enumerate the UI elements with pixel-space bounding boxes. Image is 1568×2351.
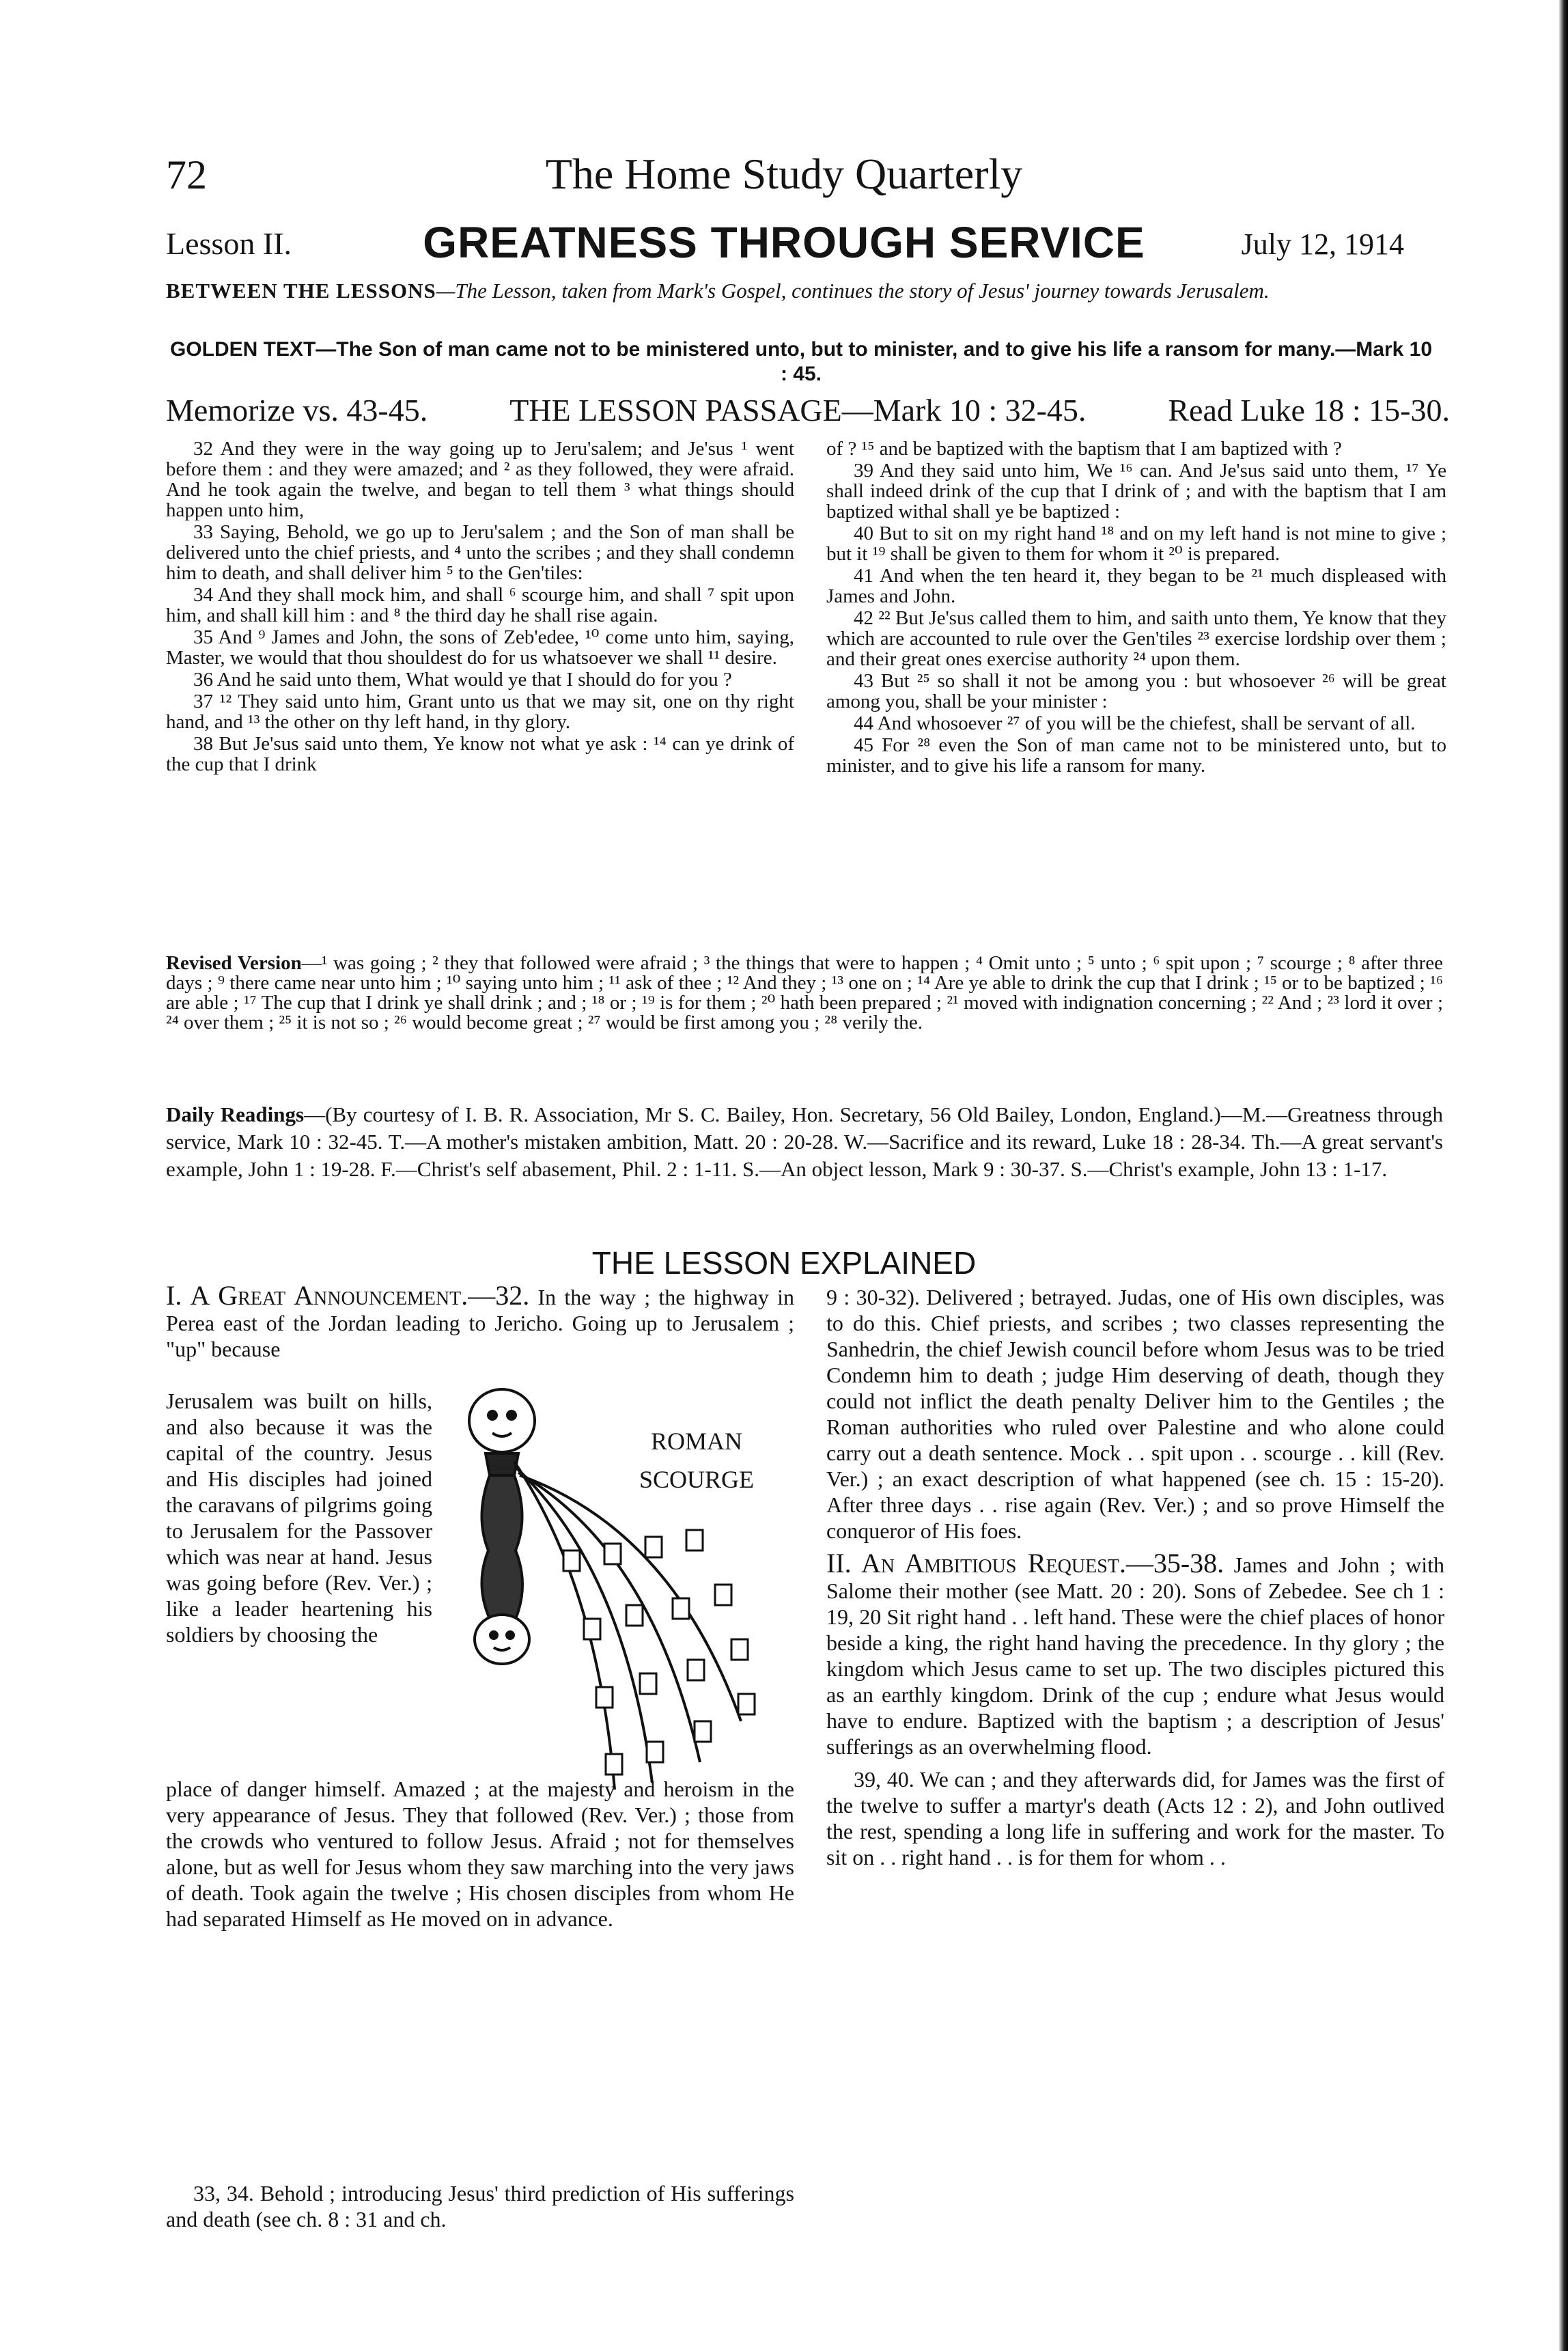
scourge-thong-4 (520, 1475, 741, 1721)
lesson-date: July 12, 1914 (1241, 227, 1404, 261)
section-1-verses-33-34-text: 33, 34. Behold ; introducing Jesus' third prediction of His sufferings and death (see ch. 8 : 31 and ch. (166, 2181, 794, 2231)
lesson-title: GREATNESS THROUGH SERVICE (423, 218, 1145, 267)
read-reference: Read Luke 18 : 15-30. (1168, 393, 1450, 428)
scourge-head-ornament (469, 1389, 535, 1452)
section-1-title: I. A Great Announcement.—32. (166, 1280, 530, 1311)
section-1-rest-text (166, 1776, 794, 2176)
golden-text: GOLDEN TEXT—The Son of man came not to be ministered unto, but to minister, and to give his life a ransom for many.—Mark 10 : 45. (169, 338, 1433, 385)
illustration-caption (628, 1422, 765, 1499)
section-1-wrap-text: Jerusalem was built on hills, and also because it was the capital of the country. Jesus and His disciples had joined the caravans of pilgrims going to Jerusalem for the Passover which was near at hand. Jesus was going before (Rev. Ver.) ; like a leader heartening his soldiers by choosing the (166, 1389, 432, 1647)
verse-38-cont: of ? ¹⁵ and be baptized with the baptism that I am baptized with ? (826, 438, 1342, 460)
memorize-verses: Memorize vs. 43-45. (166, 393, 428, 428)
between-lessons-label: BETWEEN THE LESSONS (166, 279, 436, 303)
between-lessons-text: —The Lesson, taken from Mark's Gospel, continues the story of Jesus' journey towards Jerusalem. (436, 279, 1270, 303)
revised-version-text: —¹ was going ; ² they that followed were afraid ; ³ the things that were to happen ; ⁴ Omit unto ; ⁵ unto ; ⁶ spit upon ; ⁷ scourge ; ⁸ after three days ; ⁹ there came near unto him ; ¹⁰ saying unto him ; ¹¹ ask of thee ; ¹² And they ; ¹³ one on ; ¹⁴ Are ye able to drink the cup that I drink ; ¹⁵ or to be baptized ; ¹⁶ are able ; ¹⁷ The cup that I drink ye shall drink ; and ; ¹⁸ or ; ¹⁹ is for them ; ²⁰ hath been prepared ; ²¹ moved with indignation concerning ; ²² And ; ²³ lord it over ; ²⁴ over them ; ²⁵ it is not so ; ²⁶ would become great ; ²⁷ would be first among you ; ²⁸ verily the. (166, 952, 1443, 1033)
verse-35: 35 And ⁹ James and John, the sons of Zeb'edee, ¹⁰ come unto him, saying, Master, we would that thou shouldest do for us whatsoever we shall ¹¹ desire. (166, 626, 794, 669)
verse-45: 45 For ²⁸ even the Son of man came not to be ministered unto, but to minister, and to give his life a ransom for many. (826, 734, 1446, 777)
scourge-pommel (475, 1615, 529, 1664)
verse-42: 42 ²² But Je'sus called them to him, and saith unto them, Ye know that they which are accounted to rule over the Gen'tiles ²³ exercise lordship over them ; and their great ones exercise authority ²⁴ upon them. (826, 607, 1446, 670)
daily-readings-text: —(By courtesy of I. B. R. Association, Mr S. C. Bailey, Hon. Secretary, 56 Old Bailey, London, England.)—M.—Greatness through service, Mark 10 : 32-45. T.—A mother's mistaken ambition, Matt. 20 : 20-28. W.—Sacrifice and its reward, Luke 18 : 28-34. Th.—A great servant's example, John 1 : 19-28. F.—Christ's self abasement, Phil. 2 : 1-11. S.—An object lesson, Mark 9 : 30-37. S.—Christ's example, John 13 : 1-17. (166, 1102, 1444, 1181)
section-1-right-text: 9 : 30-32). Delivered ; betrayed. Judas, one of His own disciples, was to do this. Chief priests, and scribes ; two classes representing the Sanhedrin, the chief Jewish council before whom Jesus was to be tried Condemn him to death ; judge Him deserving of death, though they could not inflict the death penalty Deliver him to the Gentiles ; the Roman authorities who ruled over Palestine and who alone could carry out a death sentence. Mock . . spit upon . . scourge . . kill (Rev. Ver.) ; an exact description of what happened (see ch. 15 : 15-20). After three days . . rise again (Rev. Ver.) ; and so prove Himself the conqueror of His foes. (826, 1285, 1444, 1543)
lesson-passage-title: THE LESSON PASSAGE—Mark 10 : 32-45. (509, 393, 1087, 428)
verse-39: 39 And they said unto him, We ¹⁶ can. And Je'sus said unto them, ¹⁷ Ye shall indeed drink of the cup that I drink of ; and with the baptism that I am baptized withal shall ye be baptized : (826, 460, 1446, 523)
verse-32: 32 And they were in the way going up to Jeru'salem; and Je'sus ¹ went before them : and they were amazed; and ² as they followed, they were afraid. And he took again the twelve, and began to tell them ³ what things should happen unto him, (166, 438, 794, 521)
daily-readings (166, 1101, 1443, 1183)
running-title: The Home Study Quarterly (545, 150, 1023, 198)
page-edge-shadow (1558, 0, 1568, 2351)
passage-heading (166, 392, 1450, 428)
verse-36: 36 And he said unto them, What would ye that I should do for you ? (193, 669, 732, 691)
revised-version-label: Revised Version (166, 952, 302, 974)
page-number: 72 (166, 152, 207, 197)
lesson-number: Lesson II. (166, 226, 292, 261)
section-1-lead: In the way ; the highway in Perea east of the Jordan leading to Jericho. Going up to Jerusalem ; "up" because (166, 1285, 795, 1361)
explained-left-column (166, 1280, 795, 1362)
section-2-text: James and John ; with Salome their mother (see Matt. 20 : 20). Sons of Zebedee. See ch 1 : 19, 20 Sit right hand . . left hand. These were the chief places of honor beside a king, the right hand having the precedence. In thy glory ; the kingdom which Jesus came to set up. The two disciples pictured this as an earthly kingdom. Drink of the cup ; endure what Jesus would have to endure. Baptized with the baptism ; a description of Jesus' sufferings as an overwhelming flood. (826, 1553, 1444, 1759)
verse-40: 40 But to sit on my right hand ¹⁸ and on my left hand is not mine to give ; but it ¹⁹ shall be given to them for whom it ²⁰ is prepared. (826, 523, 1446, 565)
caption-scourge: SCOURGE (639, 1466, 755, 1493)
passage-right-column (826, 439, 1446, 777)
verses-39-40-text: 39, 40. We can ; and they afterwards did, for James was the first of the twelve to suffer a martyr's death (Acts 12 : 2), and John outlived the rest, spending a long life in suffering and work for the master. To sit on . . right hand . . is for them for whom . . (826, 1767, 1444, 1869)
verse-38: 38 But Je'sus said unto them, Ye know not what ye ask : ¹⁴ can ye drink of the cup that I drink (166, 733, 794, 775)
verse-44: 44 And whosoever ²⁷ of you will be the chiefest, shall be servant of all. (854, 712, 1416, 734)
revised-version-notes (166, 954, 1443, 1033)
daily-readings-label: Daily Readings (166, 1102, 305, 1126)
scourge-handle (481, 1475, 522, 1619)
caption-roman: ROMAN (650, 1428, 742, 1455)
verse-37: 37 ¹² They said unto him, Grant unto us that we may sit, one on thy right hand, and ¹³ the other on thy left hand, in thy glory. (166, 691, 794, 733)
section-1-verses-33-34 (166, 2180, 794, 2232)
verse-43: 43 But ²⁵ so shall it not be among you : but whosoever ²⁶ will be great among you, shall be your minister : (826, 670, 1446, 712)
explained-right-column (826, 1284, 1444, 1870)
lesson-explained-heading: THE LESSON EXPLAINED (591, 1245, 977, 1281)
verse-41: 41 And when the ten heard it, they began to be ²¹ much displeased with James and John. (826, 565, 1446, 607)
section-2-title: II. An Ambitious Request.—35-38. (826, 1548, 1224, 1578)
section-1-rest: place of danger himself. Amazed ; at the majesty and heroism in the very appearance of Jesus. They that followed (Rev. Ver.) ; those from the crowds who ventured to follow Jesus. Afraid ; not for themselves alone, but as well for Jesus whom they saw marching into the very jaws of death. Took again the twelve ; His chosen disciples from whom He had separated Himself as He moved on in advance. (166, 1777, 794, 1931)
verse-34: 34 And they shall mock him, and shall ⁶ scourge him, and shall ⁷ spit upon him, and shall kill him : and ⁸ the third day he shall rise again. (166, 584, 794, 626)
between-lessons (166, 279, 1436, 303)
passage-left-column (166, 439, 794, 776)
verse-33: 33 Saying, Behold, we go up to Jeru'salem ; and the Son of man shall be delivered unto the chief priests, and ⁴ unto the scribes ; and they shall condemn him to death, and shall deliver him ⁵ to the Gen'tiles: (166, 521, 794, 584)
